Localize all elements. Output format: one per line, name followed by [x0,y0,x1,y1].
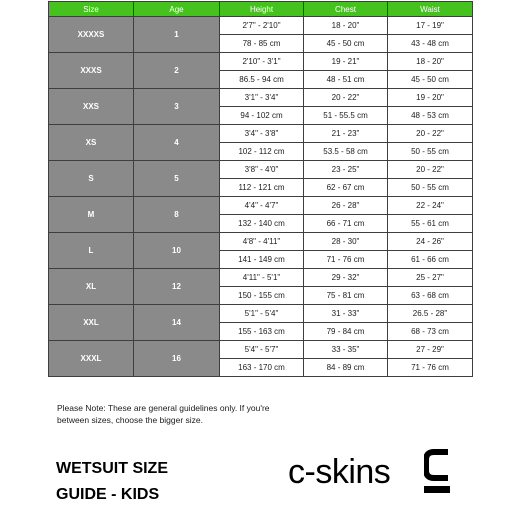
age-cell: 10 [134,233,220,269]
size-cell: XL [49,269,134,305]
height-metric-cell: 155 - 163 cm [220,323,304,341]
table-row [49,269,473,287]
height-imperial-cell: 2'7" - 2'10" [220,17,304,35]
sizing-note [57,402,317,426]
height-imperial-cell: 3'1" - 3'4" [220,89,304,107]
waist-metric-cell: 50 - 55 cm [388,179,473,197]
height-imperial-cell: 5'1" - 5'4" [220,305,304,323]
height-metric-cell: 78 - 85 cm [220,35,304,53]
table-row [49,305,473,323]
guide-title-line-1: WETSUIT SIZE [56,460,168,477]
chest-metric-cell: 79 - 84 cm [304,323,388,341]
waist-metric-cell: 48 - 53 cm [388,107,473,125]
waist-metric-cell: 43 - 48 cm [388,35,473,53]
height-metric-cell: 86.5 - 94 cm [220,71,304,89]
size-cell: XXXXS [49,17,134,53]
size-cell: M [49,197,134,233]
chest-metric-cell: 53.5 - 58 cm [304,143,388,161]
height-imperial-cell: 3'4" - 3'8" [220,125,304,143]
size-cell: XXL [49,305,134,341]
waist-metric-cell: 50 - 55 cm [388,143,473,161]
age-cell: 3 [134,89,220,125]
guide-title [56,456,168,508]
chest-metric-cell: 51 - 55.5 cm [304,107,388,125]
age-cell: 2 [134,53,220,89]
height-imperial-cell: 3'8" - 4'0" [220,161,304,179]
chest-imperial-cell: 33 - 35" [304,341,388,359]
table-row [49,53,473,71]
waist-imperial-cell: 18 - 20" [388,53,473,71]
table-row [49,233,473,251]
table-row [49,89,473,107]
chest-metric-cell: 48 - 51 cm [304,71,388,89]
age-cell: 4 [134,125,220,161]
height-imperial-cell: 4'4" - 4'7" [220,197,304,215]
chest-imperial-cell: 23 - 25" [304,161,388,179]
size-chart [48,1,472,377]
age-cell: 12 [134,269,220,305]
guide-title-line-2: GUIDE - KIDS [56,486,160,503]
chest-imperial-cell: 21 - 23" [304,125,388,143]
waist-imperial-cell: 20 - 22" [388,125,473,143]
waist-metric-cell: 61 - 66 cm [388,251,473,269]
waist-imperial-cell: 25 - 27" [388,269,473,287]
chest-metric-cell: 71 - 76 cm [304,251,388,269]
age-cell: 14 [134,305,220,341]
height-imperial-cell: 5'4" - 5'7" [220,341,304,359]
chest-metric-cell: 62 - 67 cm [304,179,388,197]
table-header-row [49,2,473,17]
size-cell: XXXL [49,341,134,377]
note-line-1: Please Note: These are general guidelines only. If you're [57,403,270,413]
table-row [49,161,473,179]
brand-wordmark: c-skins [288,453,391,491]
header-size: Size [49,2,134,17]
header-waist: Waist [388,2,473,17]
table-row [49,341,473,359]
chest-imperial-cell: 20 - 22" [304,89,388,107]
table-row [49,125,473,143]
waist-metric-cell: 68 - 73 cm [388,323,473,341]
chest-metric-cell: 84 - 89 cm [304,359,388,377]
waist-metric-cell: 55 - 61 cm [388,215,473,233]
size-table [48,1,473,377]
waist-metric-cell: 71 - 76 cm [388,359,473,377]
age-cell: 5 [134,161,220,197]
chest-metric-cell: 45 - 50 cm [304,35,388,53]
c-skins-c-logo-icon [424,448,450,496]
height-imperial-cell: 4'11" - 5'1" [220,269,304,287]
age-cell: 16 [134,341,220,377]
chest-imperial-cell: 18 - 20" [304,17,388,35]
size-cell: XXS [49,89,134,125]
header-height: Height [220,2,304,17]
height-metric-cell: 163 - 170 cm [220,359,304,377]
chest-imperial-cell: 29 - 32" [304,269,388,287]
waist-imperial-cell: 22 - 24" [388,197,473,215]
table-body [49,17,473,377]
size-cell: XS [49,125,134,161]
waist-metric-cell: 45 - 50 cm [388,71,473,89]
height-metric-cell: 150 - 155 cm [220,287,304,305]
height-metric-cell: 94 - 102 cm [220,107,304,125]
note-line-2: between sizes, choose the bigger size. [57,415,204,425]
chest-metric-cell: 75 - 81 cm [304,287,388,305]
size-cell: S [49,161,134,197]
waist-imperial-cell: 19 - 20" [388,89,473,107]
waist-imperial-cell: 27 - 29" [388,341,473,359]
waist-imperial-cell: 17 - 19" [388,17,473,35]
size-cell: XXXS [49,53,134,89]
size-cell: L [49,233,134,269]
table-row [49,17,473,35]
height-imperial-cell: 4'8" - 4'11" [220,233,304,251]
chest-imperial-cell: 26 - 28" [304,197,388,215]
waist-metric-cell: 63 - 68 cm [388,287,473,305]
header-chest: Chest [304,2,388,17]
waist-imperial-cell: 26.5 - 28" [388,305,473,323]
chest-imperial-cell: 19 - 21" [304,53,388,71]
height-metric-cell: 132 - 140 cm [220,215,304,233]
height-imperial-cell: 2'10" - 3'1" [220,53,304,71]
age-cell: 8 [134,197,220,233]
header-age: Age [134,2,220,17]
waist-imperial-cell: 24 - 26" [388,233,473,251]
chest-imperial-cell: 28 - 30" [304,233,388,251]
chest-imperial-cell: 31 - 33" [304,305,388,323]
waist-imperial-cell: 20 - 22" [388,161,473,179]
age-cell: 1 [134,17,220,53]
height-metric-cell: 102 - 112 cm [220,143,304,161]
chest-metric-cell: 66 - 71 cm [304,215,388,233]
height-metric-cell: 112 - 121 cm [220,179,304,197]
height-metric-cell: 141 - 149 cm [220,251,304,269]
table-row [49,197,473,215]
